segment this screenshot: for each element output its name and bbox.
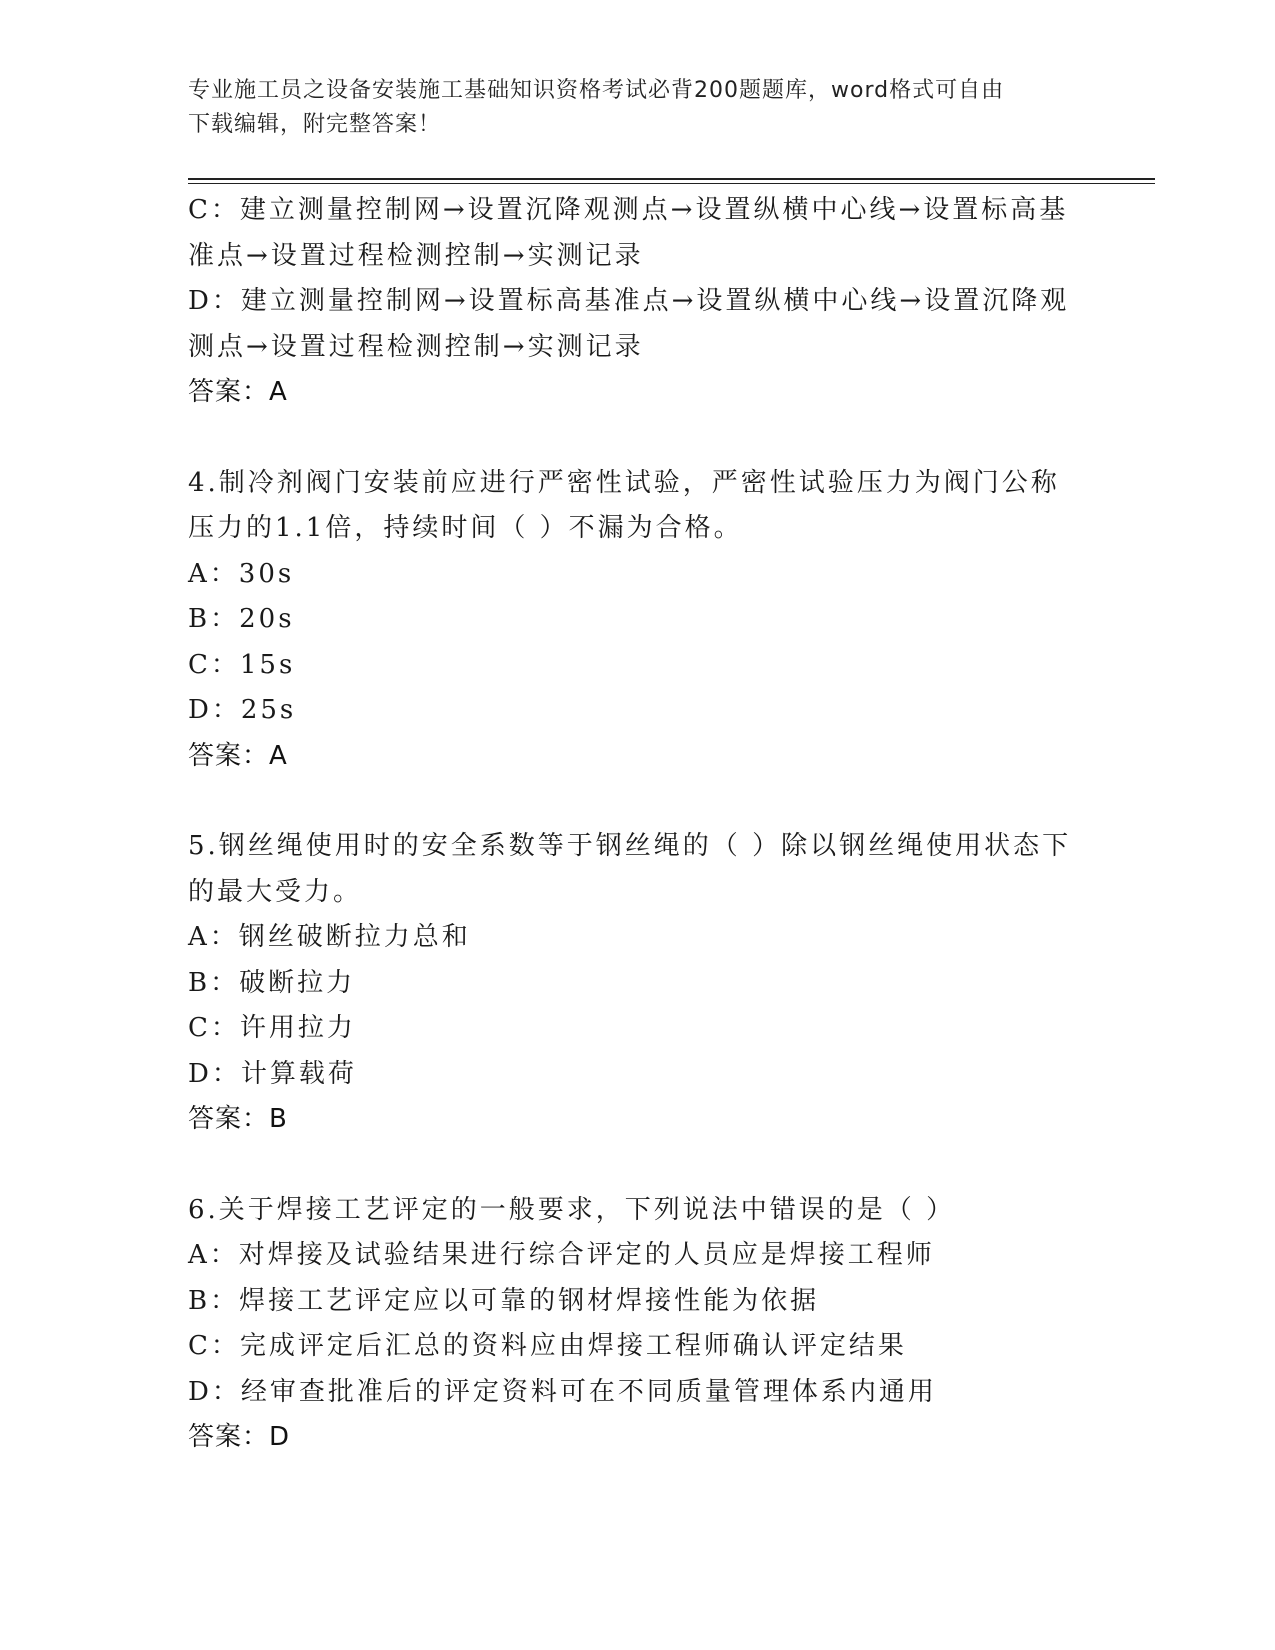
header-title-line-1: 专业施工员之设备安装施工基础知识资格考试必背200题题库，word格式可自由	[188, 78, 1005, 103]
option-c: C：完成评定后汇总的资料应由焊接工程师确认评定结果	[188, 1331, 907, 1361]
option-d: D：计算载荷	[188, 1058, 357, 1089]
question-stem-line-1: 5.钢丝绳使用时的安全系数等于钢丝绳的（ ）除以钢丝绳使用状态下	[188, 831, 1072, 861]
option-b: B：20s	[188, 604, 295, 634]
option-a: A：钢丝破断拉力总和	[188, 922, 471, 952]
header-divider-thick	[188, 178, 1155, 180]
option-b: B：破断拉力	[188, 967, 356, 998]
answer-label: 答案：A	[188, 377, 288, 407]
option-d-line-2: 测点→设置过程检测控制→实测记录	[188, 331, 644, 362]
option-d-line-1: D：建立测量控制网→设置标高基准点→设置纵横中心线→设置沉降观	[188, 286, 1070, 316]
question-6	[188, 1188, 1088, 1461]
option-a: A：对焊接及试验结果进行综合评定的人员应是焊接工程师	[188, 1240, 935, 1270]
option-c-line-2: 准点→设置过程检测控制→实测记录	[188, 240, 644, 271]
question-5	[188, 824, 1088, 1143]
spacer	[188, 1143, 1088, 1188]
question-content	[188, 188, 1088, 1461]
answer-label: 答案：D	[188, 1422, 291, 1452]
option-c: C：许用拉力	[188, 1013, 356, 1043]
question-stem-line-1: 4.制冷剂阀门安装前应进行严密性试验，严密性试验压力为阀门公称	[188, 467, 1060, 498]
question-stem-line-2: 压力的1.1倍，持续时间（ ）不漏为合格。	[188, 513, 743, 543]
option-c-line-1: C：建立测量控制网→设置沉降观测点→设置纵横中心线→设置标高基	[188, 195, 1069, 225]
header-divider-thin	[188, 183, 1155, 184]
question-stem-line-2: 的最大受力。	[188, 876, 363, 907]
answer-label: 答案：B	[188, 1104, 288, 1134]
question-stem-line-1: 6.关于焊接工艺评定的一般要求，下列说法中错误的是（ ）	[188, 1194, 956, 1225]
option-d: D：经审查批准后的评定资料可在不同质量管理体系内通用	[188, 1376, 937, 1407]
option-b: B：焊接工艺评定应以可靠的钢材焊接性能为依据	[188, 1285, 820, 1316]
header-title-line-2: 下载编辑，附完整答案！	[188, 112, 442, 137]
option-c: C：15s	[188, 649, 296, 680]
spacer	[188, 779, 1088, 824]
option-d: D：25s	[188, 695, 297, 725]
document-header	[188, 74, 1068, 142]
question-3-continued	[188, 188, 1088, 416]
answer-label: 答案：A	[188, 740, 288, 771]
spacer	[188, 416, 1088, 461]
option-a: A：30s	[188, 558, 295, 589]
question-4	[188, 461, 1088, 780]
